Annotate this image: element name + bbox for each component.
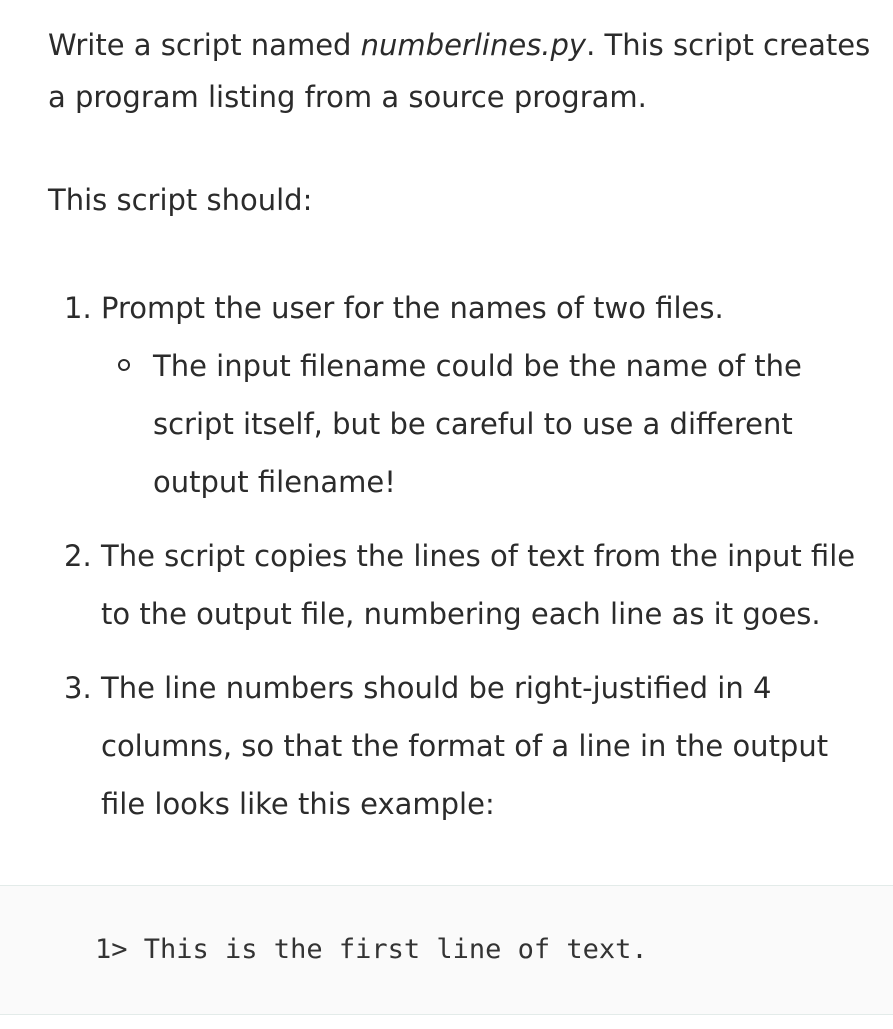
list-item-line: columns, so that the format of a line in the output [101,729,829,763]
sub-item-line: script itself, but be careful to use a different [153,407,793,441]
list-item-line: to the output file, numbering each line as it goes. [101,597,821,631]
intro-prefix: Write a script named [48,28,361,62]
sub-item-line: output filename! [153,465,396,499]
sub-item-line: The input filename could be the name of the [153,349,802,383]
list-number: 2. [64,539,92,573]
intro-paragraph [48,19,893,123]
list-item-line: The line numbers should be right-justified in 4 [101,671,772,705]
sub-list-item-text [153,337,802,511]
list-item-line: The script copies the lines of text from the input file [101,539,856,573]
script-name: numberlines.py [360,28,587,62]
list-item-line: file looks like this example: [101,787,495,821]
list-item-line: Prompt the user for the names of two files. [101,291,724,325]
list-item-text [101,527,855,643]
intro-line1-rest: . This script creates [586,28,871,62]
list-item-text [101,279,724,337]
list-item-text [101,659,828,833]
circle-bullet-icon [118,359,130,371]
code-example-block [0,885,893,1015]
intro-line2: a program listing from a source program. [48,80,647,114]
list-number: 1. [64,291,92,325]
should-label: This script should: [48,183,313,217]
list-number: 3. [64,671,92,705]
code-line: 1> This is the first line of text. [95,934,648,965]
